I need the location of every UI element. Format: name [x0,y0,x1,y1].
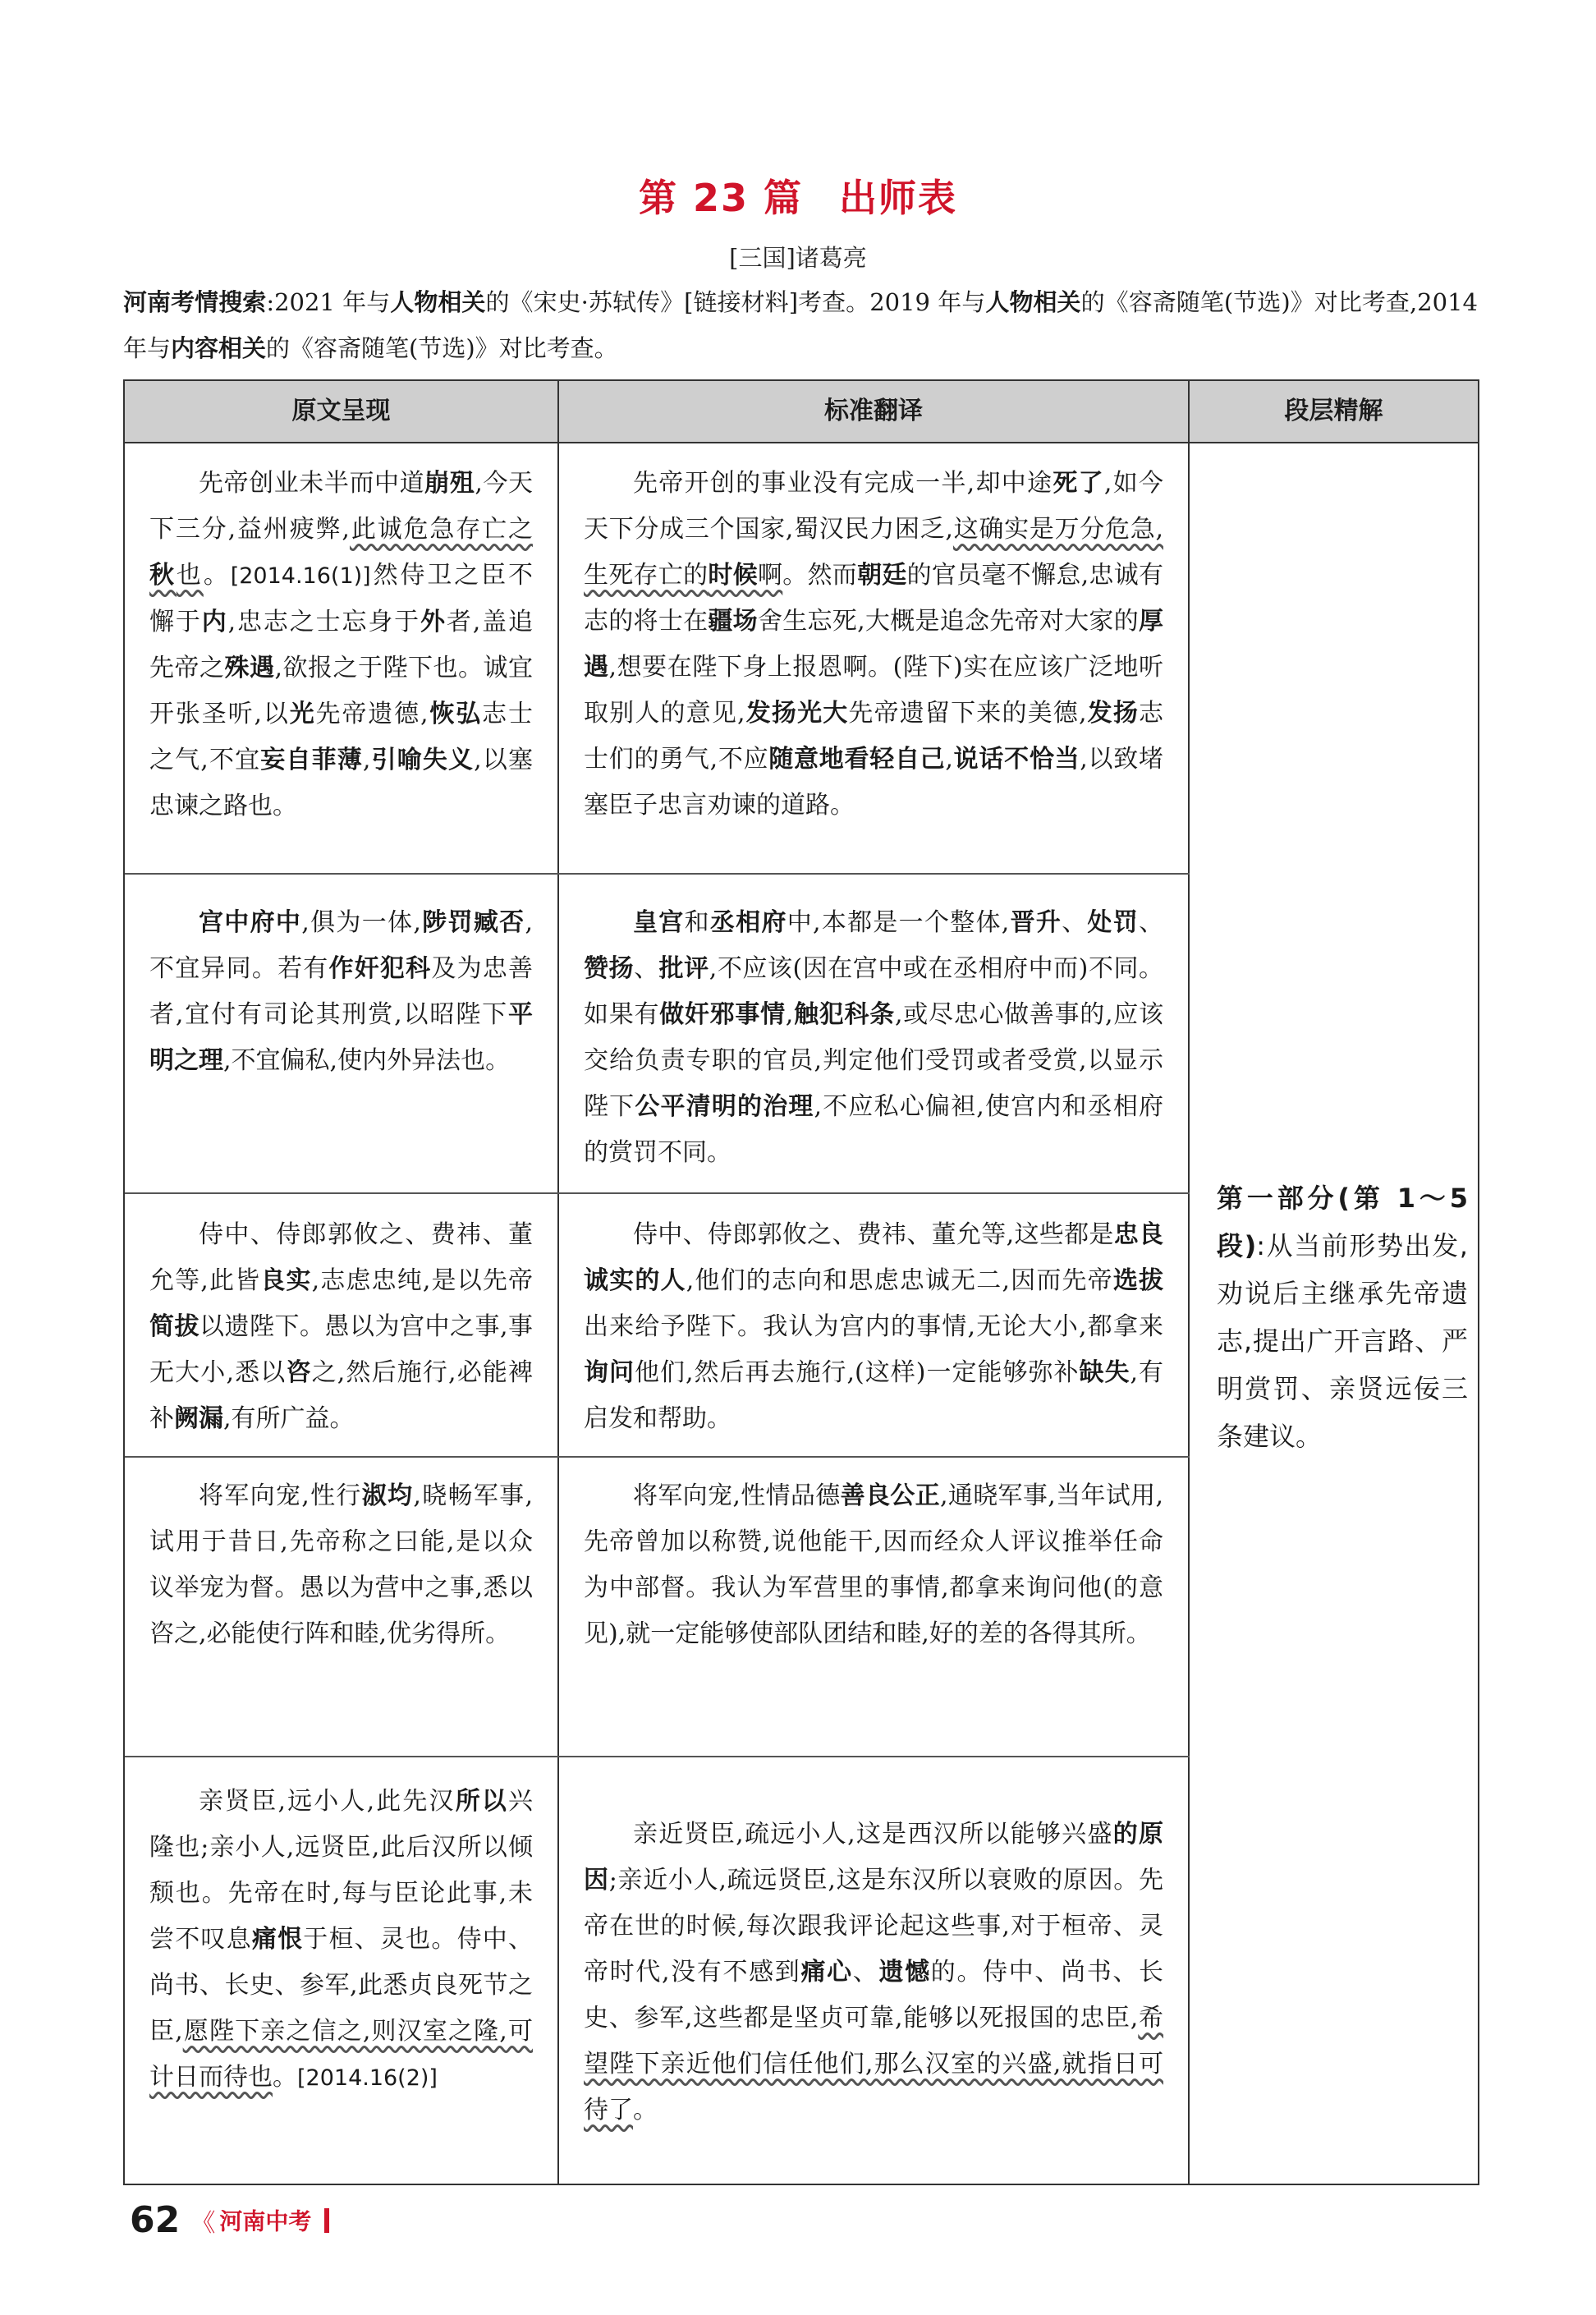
key-term: 善良公正 [840,1481,940,1510]
exam-info-key: 人物相关 [985,288,1081,316]
body-text: 先帝遗留下来的美德, [848,699,1087,728]
body-text: 侍中、侍郎郭攸之、费祎、董允等,这些都是 [633,1220,1114,1249]
body-text: 于桓、灵也。侍中、尚书、长史、参军,此悉贞良死节之臣, [149,1925,534,2046]
key-term: 赞扬 [584,954,635,983]
key-term: 丞相府 [709,908,787,937]
key-term: 公平清明的治理 [635,1092,814,1121]
translation-text-3 [559,1212,1188,1442]
body-text: ;亲近小人,疏远贤臣,这是东汉所以衰败的原因。先帝在世的时候,每次跟我评论起这些事,对于桓帝、灵帝时代,没有不感到 [584,1866,1163,1987]
body-text: ,忠志之士忘身于 [227,608,421,636]
row-divider [125,1756,1190,1757]
key-term: 陟罚臧否 [420,908,525,937]
body-text: 之,然后施行,必能裨补 [149,1358,534,1433]
key-term: 作奸犯科 [328,954,432,983]
key-term: 光 [289,700,316,728]
body-text: 及为忠善者,宜付有司论其刑赏,以昭陛下 [149,954,534,1029]
key-term: 的原因 [584,1820,1164,1895]
body-text: ,俱为一体, [301,908,421,937]
emphasis-text: 希望陛下亲近他们信任他们,那么汉室的兴盛,就指日可待了 [584,2004,1164,2124]
body-text: ,不宜偏私,使内外异法也。 [223,1046,511,1075]
summary-range: (第 1～5 段) [1217,1183,1468,1261]
key-term: 淑均 [361,1481,414,1510]
key-term: 皇宫 [633,908,685,937]
body-text: ,以塞忠谏之路也。 [149,746,534,820]
body-text: ,或尽忠心做善事的,应该交给负责专职的官员,判定他们受罚或者受赏,以显示陛下 [584,1000,1164,1121]
body-text: ,不应该(因在宫中或在丞相府中而)不同。如果有 [584,954,1164,1029]
key-term: 恢弘 [428,700,483,728]
key-term: 厚遇 [584,607,1163,682]
exam-info-text: 的《容斋随笔(节选)》对比考查。 [266,334,618,362]
exam-info-text: 的《宋史·苏轼传》[链接材料]考查。2019 年与 [485,288,986,316]
key-term: 死了 [1053,469,1104,498]
key-term: 说话不恰当 [952,745,1080,774]
body-text: 将军向宠,性情品德 [633,1481,841,1510]
chapter-title: 出师表 [839,176,958,220]
translation-text-1 [559,461,1188,829]
body-text: 者,盖追先帝之 [149,608,534,682]
body-text: 。 [203,561,231,590]
body-text: 中,本都是一个整体, [787,908,1010,937]
analysis-summary [1200,1174,1479,1460]
key-term: 崩殂 [424,469,475,498]
key-term: 平明之理 [149,1000,533,1075]
exam-reference: [2014.16(1)] [230,563,371,589]
key-term: 发扬 [1086,699,1140,728]
body-text: 的。侍中、尚书、长史、参军,这些都是坚贞可靠,能够以死报国的忠臣, [584,1958,1164,2033]
key-term: 选拔 [1112,1266,1164,1295]
original-text-1 [125,461,557,829]
body-text: 先帝开创的事业没有完成一半,却中途 [633,469,1053,498]
key-term: 随意地看轻自己 [768,745,946,774]
header-translation: 标准翻译 [824,397,923,425]
body-text: ,以致堵塞臣子忠言劝谏的道路。 [584,745,1164,820]
key-term: 简拔 [149,1312,200,1341]
header-analysis: 段层精解 [1284,397,1383,425]
key-term: 询问 [584,1358,635,1387]
exam-info-key: 人物相关 [390,288,486,316]
key-term: 痛心 [800,1958,853,1987]
exam-info-text: 的《容斋随笔(节选)》对比考查,2014 年与 [123,288,1478,362]
emphasis-text: 此诚危急存亡之 [349,515,533,544]
body-text: 以遗陛下。愚以为宫中之事,事无大小,悉以 [149,1312,533,1387]
key-term: 阙漏 [174,1404,223,1433]
body-text: 先帝遗德, [315,700,429,728]
translation-text-2 [559,900,1188,1176]
key-term: 疆场 [708,607,758,636]
original-text-5 [125,1779,557,2101]
translation-text-5 [559,1812,1188,2134]
key-term: 引喻失义 [370,746,475,774]
key-term: 遗憾 [878,1958,931,1987]
original-text-3 [125,1212,557,1442]
row-divider [125,873,1190,875]
key-term: 缺失 [1079,1358,1130,1387]
key-term: 做奸邪事情 [659,1000,786,1029]
table-header-row [125,381,1478,443]
body-text: 。 [273,2063,297,2092]
chevron-left-icon: 《 [190,2208,216,2238]
key-term: 咨 [286,1358,312,1387]
key-term: 痛恨 [251,1925,304,1954]
body-text: ,如今天下分成三个国家,蜀汉民力困乏, [584,469,1163,544]
exam-info-text: :2021 年与 [266,288,391,316]
emphasis-text: 啊 [757,561,783,590]
body-text: 舍生忘死,大概是追念先帝对大家的 [757,607,1139,636]
body-text: 兴隆也;亲小人,远贤臣,此后汉所以倾颓也。先帝在时,每与臣论此事,未尝不叹息 [149,1787,533,1954]
key-term: 忠良诚实的人 [584,1220,1163,1295]
body-text: ,晓畅军事,试用于昔日,先帝称之曰能,是以众议举宠为督。愚以为营中之事,悉以咨之,必能使行阵和睦,优劣得所。 [149,1481,533,1648]
body-text: , [945,745,953,774]
key-term: 晋升 [1009,908,1062,937]
body-text: ,他们的志向和思虑忠诚无二,因而先帝 [686,1266,1113,1295]
page-footer [130,2199,329,2248]
original-text-4 [125,1473,557,1657]
body-text: 将军向宠,性行 [199,1481,362,1510]
exam-info [123,279,1478,371]
body-text: 和 [684,908,710,937]
body-text: ,欲报之于陛下也。诚宜开张圣听,以 [149,654,534,728]
body-text: 的官员毫不懈怠,忠诚有志的将士在 [584,561,1163,636]
body-text: 、 [852,1958,879,1987]
page-number: 62 [130,2199,181,2241]
body-text: , [362,746,371,774]
body-text: 侍中、侍郎郭攸之、费祎、董允等,此皆 [149,1220,533,1295]
chapter-number: 第 23 篇 [638,176,804,220]
body-text: 他们,然后再去施行,(这样)一定能够弥补 [635,1358,1080,1387]
body-text: ,今天下三分,益州疲弊, [149,469,534,544]
exam-info-label: 河南考情搜索 [123,288,267,316]
body-text: 。 [633,2096,658,2124]
key-term: 妄自菲薄 [260,746,363,774]
page-title [0,168,1596,223]
body-text: 、 [1139,908,1164,937]
exam-reference: [2014.16(2)] [297,2065,438,2091]
row-divider [125,1456,1190,1458]
key-term: 外 [420,608,447,636]
body-text: 先帝创业未半而中道 [199,469,425,498]
key-term: 处罚 [1087,908,1140,937]
body-text: ,通晓军事,当年试用,先帝曾加以称赞,说他能干,因而经众人评议推举任命为中部督。我认为军营里的事情,都拿来询问他(的意见),就一定能够使部队团结和睦,好的差的各得其所。 [584,1481,1164,1648]
footer-bar [324,2208,329,2233]
key-term: 发扬光大 [745,699,849,728]
key-term: 良实 [260,1266,312,1295]
key-term: 殊遇 [224,654,275,682]
row-divider [125,1192,1190,1194]
body-text: 。然而 [782,561,858,590]
original-text-2 [125,900,557,1084]
emphasis-text: 愿陛下亲之信之,则汉室之隆,可计日而待也 [149,2017,533,2092]
summary-label: 第一部分 [1217,1183,1338,1214]
key-term: 所以 [455,1787,508,1816]
exam-info-key: 内容相关 [171,334,267,362]
key-term: 宫中府中 [199,908,302,937]
body-text: 亲近贤臣,疏远小人,这是西汉所以能够兴盛 [633,1820,1113,1849]
emphasis-text: 也 [176,561,204,590]
body-text: ,志虑忠纯,是以先帝 [311,1266,533,1295]
key-term: 朝廷 [857,561,907,590]
body-text: ,想要在陛下身上报恩啊。(陛下)实在应该广泛地听取别人的意见, [584,653,1163,728]
key-term: 触犯科条 [793,1000,895,1029]
key-term: 批评 [658,954,709,983]
body-text: 然侍卫之臣不懈于 [149,561,534,636]
body-text: ,不应私心偏袒,使宫内和丞相府的赏罚不同。 [584,1092,1164,1167]
body-text: ,有所广益。 [223,1404,355,1433]
header-original: 原文呈现 [291,397,391,425]
body-text: 亲贤臣,远小人,此先汉 [199,1787,456,1816]
body-text: 、 [634,954,659,983]
summary-text: :从当前形势出发,劝说后主继承先帝遗志,提出广开言路、严明赏罚、亲贤远佞三条建议。 [1217,1230,1468,1452]
body-text: 出来给予陛下。我认为宫内的事情,无论大小,都拿来 [584,1312,1163,1341]
key-term: 秋 [149,561,177,590]
body-text: ,不宜异同。若有 [149,908,533,983]
footer-label: 河南中考 [219,2207,312,2235]
column-divider [1188,381,1190,2184]
emphasis-text: 这确实是万分危急,生死存亡的 [584,515,1163,590]
body-text: 志士之气,不宜 [149,700,534,774]
translation-text-4 [559,1473,1188,1657]
author-line: [三国]诸葛亮 [729,244,867,272]
body-text: 、 [1062,908,1088,937]
key-term: 内 [201,608,228,636]
body-text: , [785,1000,794,1029]
key-term: 时候 [708,561,758,590]
body-text: ,有启发和帮助。 [584,1358,1164,1433]
body-text: 志士们的勇气,不应 [584,699,1164,774]
